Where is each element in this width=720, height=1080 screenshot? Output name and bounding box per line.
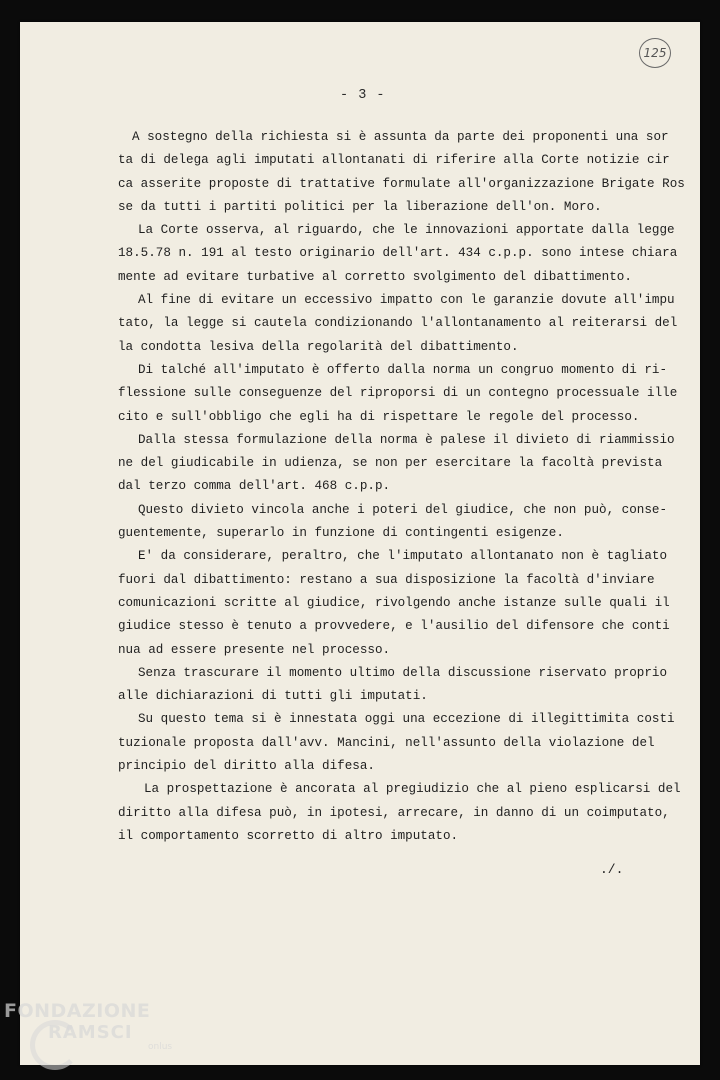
paragraph — [118, 289, 678, 359]
text-line: Su questo tema si è innestata oggi una eccezione di illegittimita costi — [138, 712, 675, 727]
watermark-text: RAMSCI — [48, 1022, 133, 1043]
paragraph — [118, 662, 668, 709]
document-body — [118, 126, 685, 848]
continuation-mark: ./. — [600, 862, 624, 877]
text-line: Di talché all'imputato è offerto dalla norma un congruo momento di ri- — [138, 362, 668, 377]
text-line: ne del giudicabile in udienza, se non per esercitare la facoltà prevista — [118, 456, 663, 471]
text-line: tuzionale proposta dall'avv. Mancini, nell'assunto della violazione del — [118, 735, 655, 750]
paragraph — [118, 126, 685, 219]
text-line: nua ad essere presente nel processo. — [118, 642, 391, 657]
text-line: ca asserite proposte di trattative formulate all'organizzazione Brigate Ros — [118, 176, 685, 191]
document-page — [20, 22, 700, 1065]
text-line: il comportamento scorretto di altro imputato. — [118, 828, 459, 843]
watermark-text: FONDAZIONE — [4, 1000, 151, 1022]
paragraph — [118, 545, 670, 661]
text-line: tato, la legge si cautela condizionando l'allontanamento al reiterarsi del — [118, 316, 678, 331]
text-line: diritto alla difesa può, in ipotesi, arrecare, in danno di un coimputato, — [118, 805, 670, 820]
text-line: Senza trascurare il momento ultimo della discussione riservato proprio — [138, 665, 668, 680]
text-line: principio del diritto alla difesa. — [118, 759, 375, 774]
text-line: Dalla stessa formulazione della norma è palese il divieto di riammissio — [138, 432, 675, 447]
text-line: A sostegno della richiesta si è assunta da parte dei proponenti una sor — [132, 130, 669, 144]
paragraph — [118, 708, 675, 778]
paragraph — [118, 778, 681, 848]
text-line: se da tutti i partiti politici per la liberazione dell'on. Moro. — [118, 199, 602, 214]
paragraph — [118, 429, 675, 499]
text-line: Questo divieto vincola anche i poteri del giudice, che non può, conse- — [138, 502, 668, 517]
text-line: fuori dal dibattimento: restano a sua disposizione la facoltà d'inviare — [118, 572, 655, 587]
fondazione-gramsci-watermark — [0, 1000, 200, 1080]
text-line: La prospettazione è ancorata al pregiudizio che al pieno esplicarsi del — [144, 782, 681, 797]
paragraph — [118, 499, 668, 546]
page-number: - 3 - — [340, 88, 386, 103]
text-line: cito e sull'obbligo che egli ha di rispettare le regole del processo. — [118, 409, 640, 424]
text-line: comunicazioni scritte al giudice, rivolgendo anche istanze sulle quali il — [118, 595, 670, 610]
text-line: flessione sulle conseguenze del riproporsi di un contegno processuale ille — [118, 386, 678, 401]
archive-page-stamp: 125 — [639, 38, 671, 68]
text-line: 18.5.78 n. 191 al testo originario dell'art. 434 c.p.p. sono intese chiara — [118, 246, 678, 261]
paragraph — [118, 219, 678, 289]
text-line: dal terzo comma dell'art. 468 c.p.p. — [118, 479, 391, 494]
text-line: ta di delega agli imputati allontanati di riferire alla Corte notizie cir — [118, 153, 670, 168]
text-line: alle dichiarazioni di tutti gli imputati. — [118, 689, 428, 704]
text-line: la condotta lesiva della regolarità del dibattimento. — [118, 339, 519, 354]
text-line: mente ad evitare turbative al corretto svolgimento del dibattimento. — [118, 269, 632, 284]
text-line: E' da considerare, peraltro, che l'imputato allontanato non è tagliato — [138, 549, 668, 564]
text-line: guentemente, superarlo in funzione di contingenti esigenze. — [118, 526, 564, 541]
watermark-text: onlus — [148, 1042, 173, 1052]
paragraph — [118, 359, 678, 429]
text-line: La Corte osserva, al riguardo, che le innovazioni apportate dalla legge — [138, 223, 675, 238]
text-line: giudice stesso è tenuto a provvedere, e l'ausilio del difensore che conti — [118, 619, 670, 634]
text-line: Al fine di evitare un eccessivo impatto con le garanzie dovute all'impu — [138, 293, 675, 308]
